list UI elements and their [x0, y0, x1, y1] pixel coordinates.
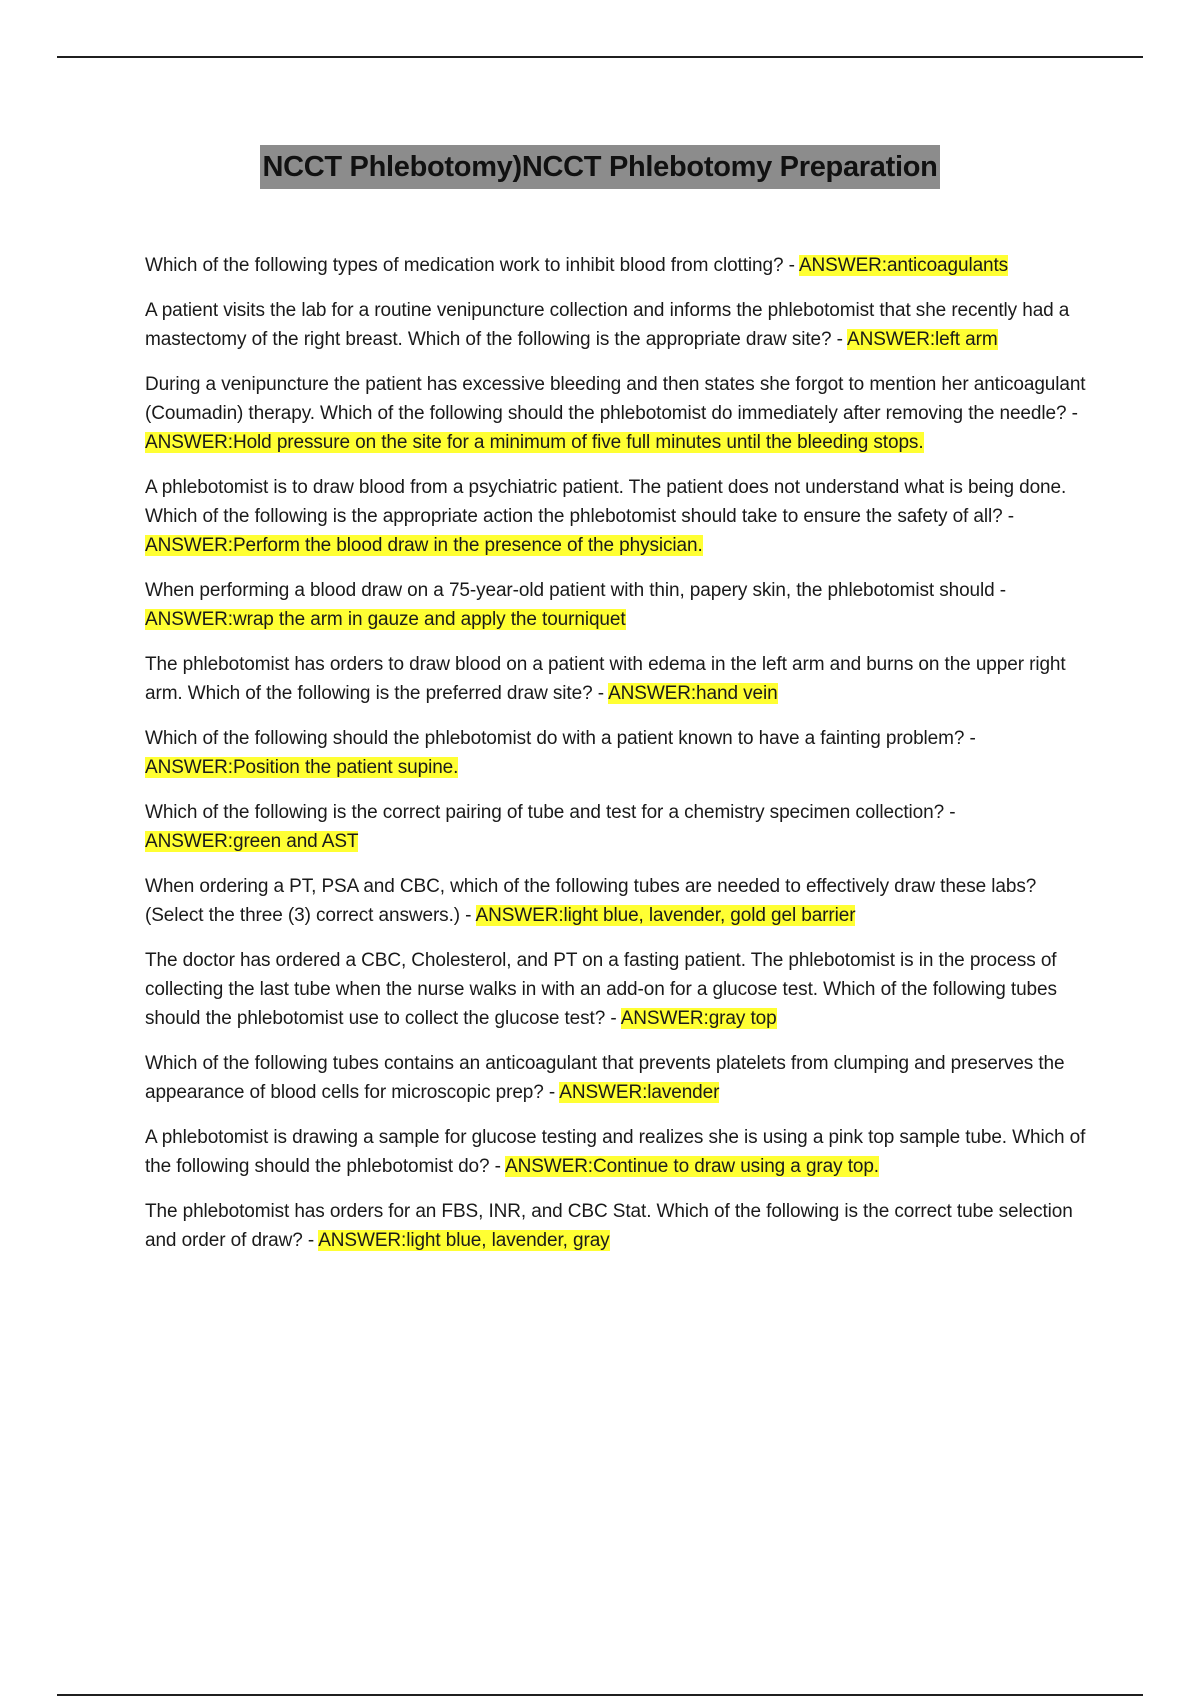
- answer-text: ANSWER:green and AST: [145, 831, 359, 852]
- question-text: Which of the following tubes contains an anticoagulant that prevents platelets from clumping and preserves the appearance of blood cells for microscopic prep? -: [145, 1053, 1065, 1103]
- document-title: NCCT Phlebotomy)NCCT Phlebotomy Preparation: [260, 145, 939, 189]
- qa-item-9: [145, 872, 1090, 930]
- qa-item-4: [145, 473, 1090, 560]
- page-top-rule: [57, 56, 1143, 58]
- answer-text: ANSWER:hand vein: [608, 683, 778, 704]
- question-text: A patient visits the lab for a routine venipuncture collection and informs the phlebotomist that she recently had a mastectomy of the right breast. Which of the following is the appropriate draw site? -: [145, 300, 1070, 350]
- qa-item-8: [145, 798, 1090, 856]
- qa-item-10: [145, 946, 1090, 1033]
- answer-text: ANSWER:wrap the arm in gauze and apply the tourniquet: [145, 609, 626, 630]
- answer-text: ANSWER:Perform the blood draw in the presence of the physician.: [145, 535, 703, 556]
- answer-text: ANSWER:gray top: [620, 1008, 777, 1029]
- qa-item-7: [145, 724, 1090, 782]
- answer-text: ANSWER:left arm: [847, 329, 998, 350]
- answer-text: ANSWER:light blue, lavender, gold gel barrier: [475, 905, 856, 926]
- answer-text: ANSWER:anticoagulants: [798, 255, 1009, 276]
- question-text: Which of the following types of medication work to inhibit blood from clotting? -: [145, 255, 799, 276]
- qa-list: [145, 251, 1090, 1271]
- answer-text: ANSWER:light blue, lavender, gray: [318, 1230, 610, 1251]
- question-text: The phlebotomist has orders to draw blood on a patient with edema in the left arm and burns on the upper right arm. Which of the following is the preferred draw site? -: [145, 654, 1066, 704]
- answer-text: ANSWER:Hold pressure on the site for a minimum of five full minutes until the bleeding stops.: [145, 432, 924, 453]
- answer-text: ANSWER:Continue to draw using a gray top.: [505, 1156, 879, 1177]
- qa-item-13: [145, 1197, 1090, 1255]
- question-text: The phlebotomist has orders for an FBS, INR, and CBC Stat. Which of the following is the correct tube selection and order of draw? -: [145, 1201, 1073, 1251]
- answer-text: ANSWER:Position the patient supine.: [145, 757, 459, 778]
- question-text: During a venipuncture the patient has excessive bleeding and then states she forgot to mention her anticoagulant (Coumadin) therapy. Which of the following should the phlebotomist do immediately after removing the needle? -: [145, 374, 1086, 424]
- question-text: Which of the following should the phlebotomist do with a patient known to have a fainting problem? -: [145, 728, 976, 749]
- title-container: [0, 145, 1200, 189]
- question-text: A phlebotomist is drawing a sample for glucose testing and realizes she is using a pink top sample tube. Which of the following should the phlebotomist do? -: [145, 1127, 1086, 1177]
- qa-item-3: [145, 370, 1090, 457]
- question-text: A phlebotomist is to draw blood from a psychiatric patient. The patient does not understand what is being done. Which of the following is the appropriate action the phlebotomist should take to ensure the safety of all? -: [145, 477, 1067, 527]
- question-text: Which of the following is the correct pairing of tube and test for a chemistry specimen collection? -: [145, 802, 956, 823]
- qa-item-6: [145, 650, 1090, 708]
- question-text: The doctor has ordered a CBC, Cholesterol, and PT on a fasting patient. The phlebotomist is in the process of collecting the last tube when the nurse walks in with an add-on for a glucose test. Which of the following tubes should the phlebotomist use to collect the glucose test? -: [145, 950, 1057, 1029]
- answer-text: ANSWER:lavender: [559, 1082, 720, 1103]
- qa-item-2: [145, 296, 1090, 354]
- qa-item-1: [145, 251, 1090, 280]
- qa-item-12: [145, 1123, 1090, 1181]
- qa-item-5: [145, 576, 1090, 634]
- page-bottom-rule: [57, 1694, 1143, 1696]
- qa-item-11: [145, 1049, 1090, 1107]
- question-text: When performing a blood draw on a 75-year-old patient with thin, papery skin, the phlebotomist should -: [145, 580, 1007, 601]
- question-text: When ordering a PT, PSA and CBC, which of the following tubes are needed to effectively draw these labs? (Select the three (3) correct answers.) -: [145, 876, 1037, 926]
